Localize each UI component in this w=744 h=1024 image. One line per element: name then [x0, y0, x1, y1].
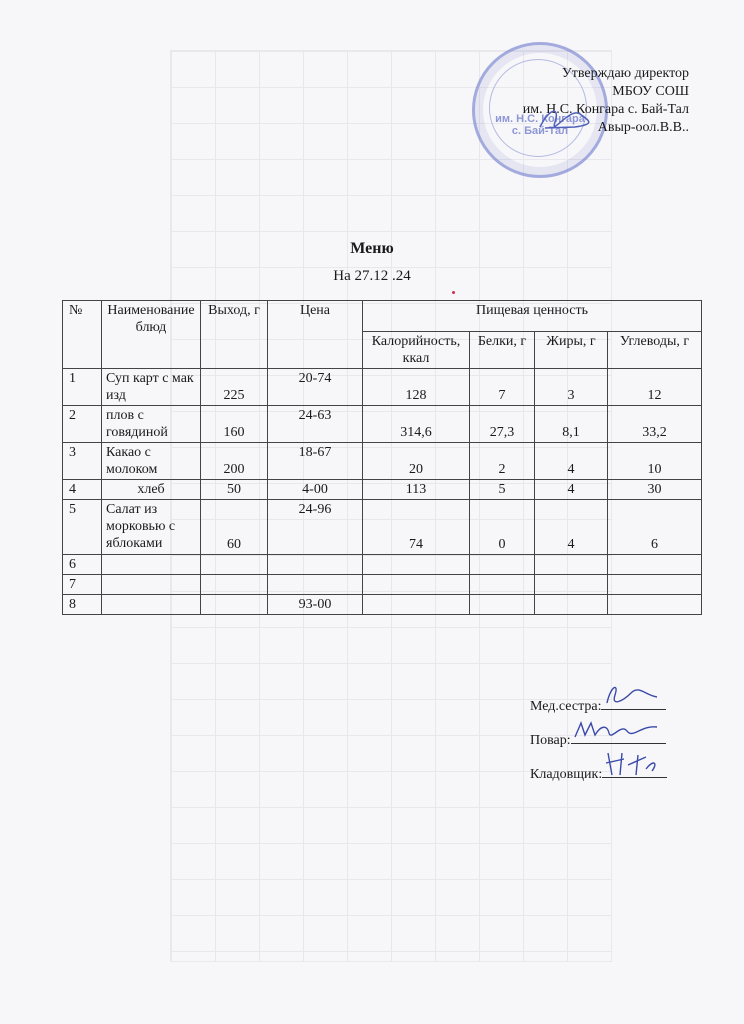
cook-signature — [571, 715, 661, 743]
cell-price — [268, 555, 363, 575]
cell-price — [268, 575, 363, 595]
table-row — [63, 500, 702, 555]
storekeeper-label: Кладовщик: — [530, 767, 603, 782]
cell-carbs: 33,2 — [608, 406, 702, 443]
cell-name: Суп карт с мак изд — [102, 369, 201, 406]
cell-output: 60 — [201, 500, 268, 555]
cell-no: 7 — [63, 575, 102, 595]
storekeeper-signature — [602, 749, 662, 779]
cell-carbs: 12 — [608, 369, 702, 406]
cell-protein: 27,3 — [470, 406, 535, 443]
cell-no: 5 — [63, 500, 102, 555]
cell-name: Какао с молоком — [102, 443, 201, 480]
cell-no: 1 — [63, 369, 102, 406]
cell-no: 3 — [63, 443, 102, 480]
cell-name: хлеб — [102, 480, 201, 500]
approval-line-1: Утверждаю директор — [561, 66, 689, 81]
cell-price: 18-67 — [268, 443, 363, 480]
cell-protein — [470, 575, 535, 595]
cell-output — [201, 595, 268, 615]
cell-price: 24-96 — [268, 500, 363, 555]
table-row — [63, 480, 702, 500]
header-output: Выход, г — [201, 301, 268, 369]
nurse-label: Мед.сестра: — [530, 699, 602, 714]
stamp-text-1: им. Н.С. Конгара — [495, 113, 585, 125]
cell-no: 8 — [63, 595, 102, 615]
header-name: Наименование блюд — [102, 301, 201, 369]
cell-calories — [363, 575, 470, 595]
cell-fat — [535, 595, 608, 615]
cell-calories — [363, 595, 470, 615]
cell-protein: 2 — [470, 443, 535, 480]
cell-output: 50 — [201, 480, 268, 500]
cell-carbs — [608, 555, 702, 575]
cell-fat — [535, 555, 608, 575]
cell-calories — [363, 555, 470, 575]
cell-fat: 3 — [535, 369, 608, 406]
cell-no: 6 — [63, 555, 102, 575]
ink-dot — [452, 291, 455, 294]
nurse-signature — [601, 681, 661, 709]
director-signature — [535, 102, 605, 132]
cell-calories: 128 — [363, 369, 470, 406]
table-row — [63, 595, 702, 615]
table-row — [63, 443, 702, 480]
cell-price: 93-00 — [268, 595, 363, 615]
stamp-text-2: с. Бай-Тал — [511, 125, 569, 137]
cell-name — [102, 575, 201, 595]
menu-date: На 27.12 .24 — [333, 268, 411, 284]
cell-carbs: 30 — [608, 480, 702, 500]
cell-output: 200 — [201, 443, 268, 480]
cook-label: Повар: — [530, 733, 571, 748]
cell-no: 4 — [63, 480, 102, 500]
header-no: № — [63, 301, 102, 369]
cell-carbs — [608, 595, 702, 615]
cell-carbs — [608, 575, 702, 595]
cell-protein: 7 — [470, 369, 535, 406]
cell-carbs: 6 — [608, 500, 702, 555]
cell-price: 20-74 — [268, 369, 363, 406]
table-row — [63, 369, 702, 406]
cell-fat: 8,1 — [535, 406, 608, 443]
cell-protein: 5 — [470, 480, 535, 500]
table-row — [63, 555, 702, 575]
cook-signature-line — [571, 727, 666, 744]
header-price: Цена — [268, 301, 363, 369]
cell-output: 225 — [201, 369, 268, 406]
cell-fat: 4 — [535, 480, 608, 500]
cell-fat: 4 — [535, 443, 608, 480]
cell-output: 160 — [201, 406, 268, 443]
cell-carbs: 10 — [608, 443, 702, 480]
cell-name — [102, 595, 201, 615]
approval-line-4: Авыр-оол.В.В.. — [597, 120, 689, 135]
header-calories: Калорийность, ккал — [363, 332, 470, 369]
cell-calories: 314,6 — [363, 406, 470, 443]
cell-price: 24-63 — [268, 406, 363, 443]
header-carbs: Углеводы, г — [608, 332, 702, 369]
cell-price: 4-00 — [268, 480, 363, 500]
menu-table — [62, 300, 702, 615]
cell-name — [102, 555, 201, 575]
cell-protein: 0 — [470, 500, 535, 555]
cell-calories: 113 — [363, 480, 470, 500]
cell-calories: 20 — [363, 443, 470, 480]
table-row — [63, 406, 702, 443]
document-title: Меню — [350, 240, 394, 257]
storekeeper-signature-line — [602, 761, 667, 778]
cell-protein — [470, 595, 535, 615]
signature-block — [530, 690, 667, 792]
approval-line-2: МБОУ СОШ — [612, 84, 689, 99]
cell-name: Салат из морковью с яблоками — [102, 500, 201, 555]
header-nutrition: Пищевая ценность — [363, 301, 702, 332]
cell-name: плов с говядиной — [102, 406, 201, 443]
cell-output — [201, 575, 268, 595]
menu-table-body — [63, 369, 702, 615]
header-protein: Белки, г — [470, 332, 535, 369]
cell-calories: 74 — [363, 500, 470, 555]
nurse-signature-line — [601, 693, 666, 710]
table-header-row — [63, 301, 702, 332]
table-row — [63, 575, 702, 595]
cell-output — [201, 555, 268, 575]
cell-protein — [470, 555, 535, 575]
approval-line-3: им. Н.С. Конгара с. Бай-Тал — [522, 102, 689, 117]
header-fat: Жиры, г — [535, 332, 608, 369]
cell-no: 2 — [63, 406, 102, 443]
cell-fat: 4 — [535, 500, 608, 555]
cell-fat — [535, 575, 608, 595]
signature-storekeeper — [530, 758, 667, 792]
